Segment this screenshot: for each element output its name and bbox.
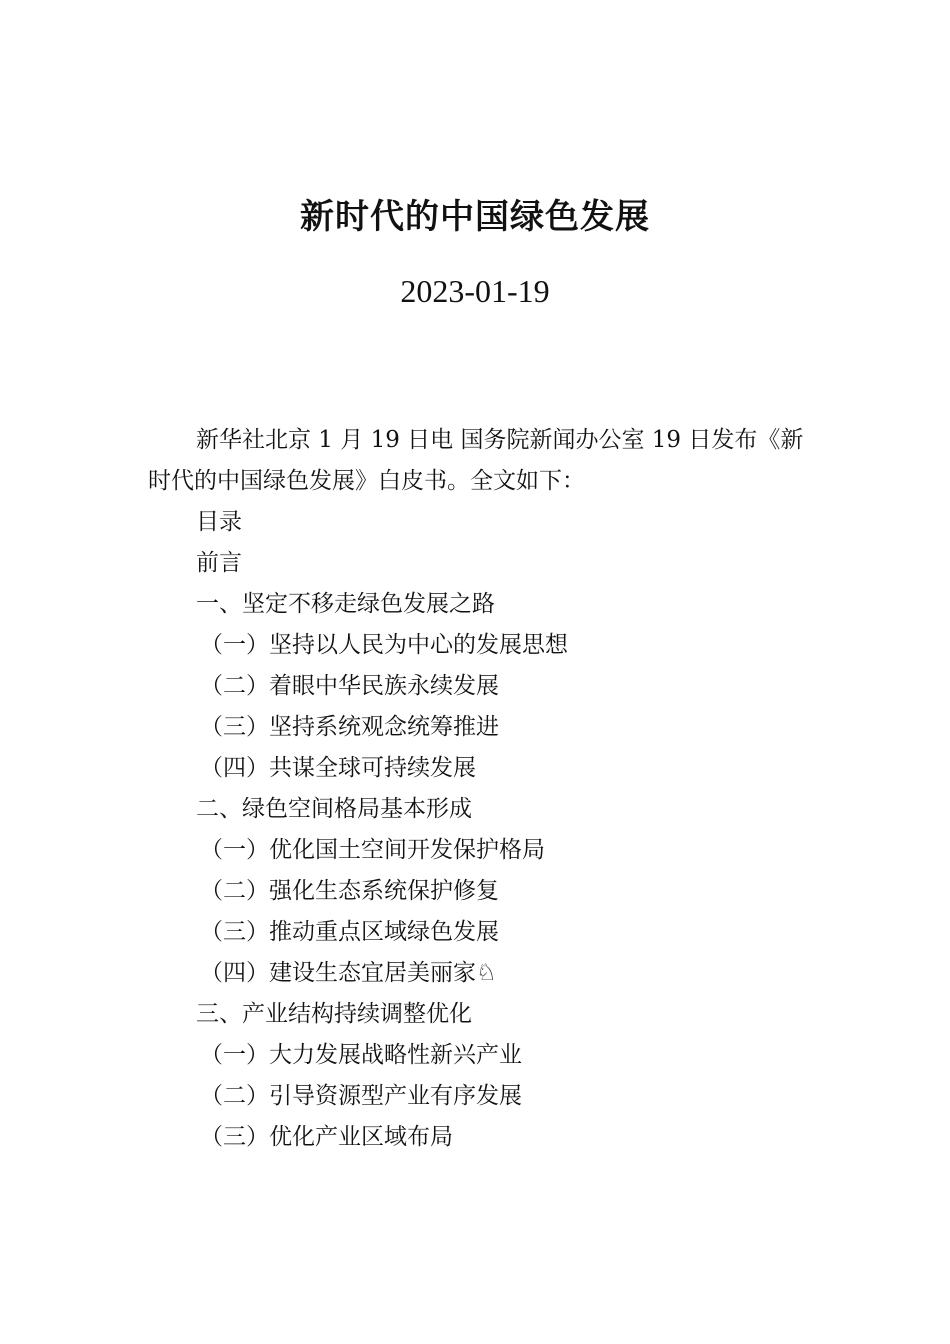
document-body	[148, 420, 808, 1158]
table-of-contents	[148, 502, 808, 1158]
toc-item: （一）大力发展战略性新兴产业	[200, 1042, 522, 1068]
toc-item: 一、坚定不移走绿色发展之路	[196, 591, 495, 617]
toc-item: （一）优化国土空间开发保护格局	[200, 837, 545, 863]
intro-paragraph: 新华社北京 1 月 19 日电 国务院新闻办公室 19 日发布《新时代的中国绿色发展》白皮书。全文如下：	[148, 427, 804, 494]
toc-item: （三）坚持系统观念统筹推进	[200, 714, 499, 740]
toc-item: （二）强化生态系统保护修复	[200, 878, 499, 904]
toc-item: 目录	[196, 509, 242, 535]
toc-item: （三）优化产业区域布局	[200, 1124, 453, 1150]
document-date: 2023-01-19	[400, 273, 550, 309]
toc-item: 二、绿色空间格局基本形成	[196, 796, 472, 822]
toc-item: （四）共谋全球可持续发展	[200, 755, 476, 781]
toc-item: （四）建设生态宜居美丽家♘	[200, 960, 497, 986]
toc-item: （二）着眼中华民族永续发展	[200, 673, 499, 699]
toc-item: （二）引导资源型产业有序发展	[200, 1083, 522, 1109]
toc-item: 前言	[196, 550, 242, 576]
toc-item: （一）坚持以人民为中心的发展思想	[200, 632, 568, 658]
toc-item: （三）推动重点区域绿色发展	[200, 919, 499, 945]
toc-item: 三、产业结构持续调整优化	[196, 1001, 472, 1027]
document-title: 新时代的中国绿色发展	[300, 197, 650, 237]
